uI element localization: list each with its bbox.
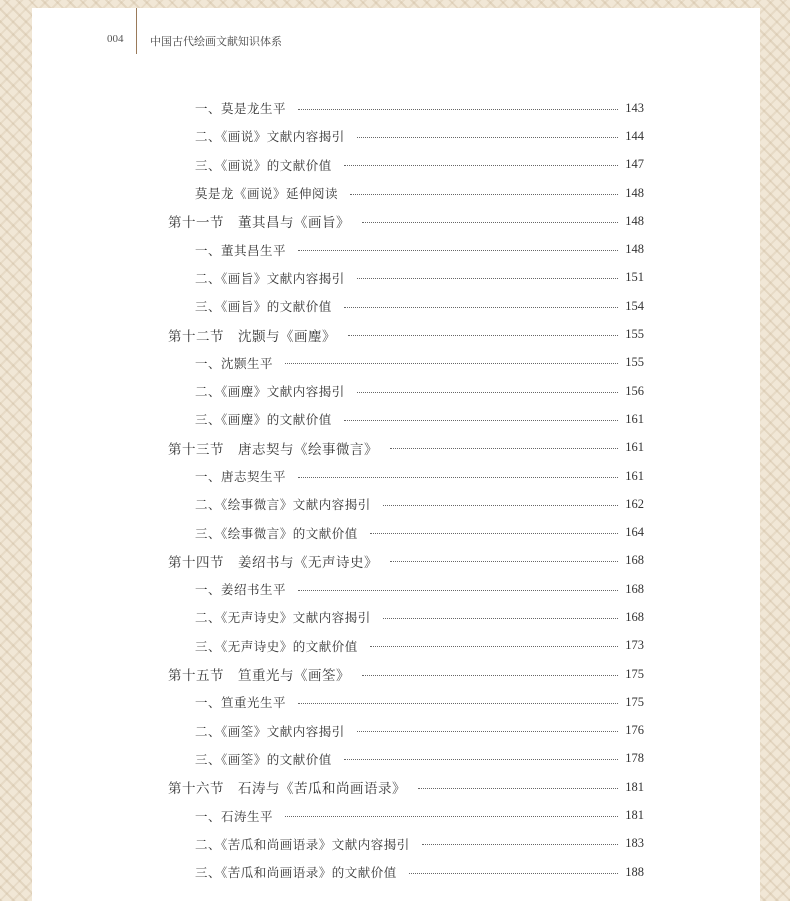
toc-entry-page-number: 183 (625, 836, 644, 851)
toc-subsection-entry[interactable] (168, 151, 644, 179)
toc-entry-page-number: 155 (625, 327, 644, 342)
toc-entry-title: 二、《画麈》文献内容揭引 (195, 384, 345, 400)
toc-entry-page-number: 181 (625, 808, 644, 823)
toc-subsection-entry[interactable] (168, 122, 644, 150)
toc-entry-title: 二、《绘事微言》文献内容揭引 (195, 497, 371, 513)
toc-entry-title: 三、《画麈》的文献价值 (195, 412, 332, 428)
toc-entry-page-number: 168 (625, 581, 644, 596)
toc-subsection-entry[interactable] (168, 858, 644, 886)
toc-subsection-entry[interactable] (168, 179, 644, 207)
toc-subsection-entry[interactable] (168, 717, 644, 745)
dot-leader (409, 873, 618, 874)
toc-entry-page-number: 161 (625, 468, 644, 483)
toc-entry-title: 一、莫是龙生平 (195, 101, 287, 117)
toc-subsection-entry[interactable] (168, 94, 644, 122)
dot-leader (348, 335, 618, 336)
toc-entry-page-number: 175 (625, 666, 644, 681)
toc-entry-title: 第十二节 沈颢与《画麈》 (168, 328, 336, 345)
toc-section-entry[interactable] (168, 434, 644, 462)
toc-entry-title: 第十三节 唐志契与《绘事微言》 (168, 441, 378, 458)
toc-entry-page-number: 161 (625, 440, 644, 455)
header-divider (136, 8, 137, 54)
dot-leader (298, 477, 618, 478)
book-page (32, 8, 760, 901)
dot-leader (370, 646, 618, 647)
dot-leader (344, 307, 618, 308)
toc-entry-page-number: 176 (625, 723, 644, 738)
toc-entry-page-number: 168 (625, 553, 644, 568)
toc-entry-page-number: 154 (625, 298, 644, 313)
toc-entry-page-number: 151 (625, 270, 644, 285)
toc-entry-title: 一、唐志契生平 (195, 469, 287, 484)
toc-entry-title: 第十四节 姜绍书与《无声诗史》 (168, 554, 378, 571)
toc-entry-title: 三、《苦瓜和尚画语录》的文献价值 (195, 865, 397, 881)
toc-section-entry[interactable] (168, 320, 644, 348)
toc-section-entry[interactable] (168, 660, 644, 688)
dot-leader (362, 675, 618, 676)
toc-entry-title: 二、《画旨》文献内容揭引 (195, 270, 345, 286)
toc-subsection-entry[interactable] (168, 405, 644, 433)
table-of-contents (168, 94, 644, 886)
toc-subsection-entry[interactable] (168, 688, 644, 716)
dot-leader (344, 165, 618, 166)
toc-entry-title: 一、沈颢生平 (195, 355, 274, 371)
toc-entry-title: 第十五节 笪重光与《画筌》 (168, 668, 350, 685)
toc-subsection-entry[interactable] (168, 264, 644, 292)
toc-entry-page-number: 148 (625, 242, 644, 257)
toc-entry-page-number: 148 (625, 213, 644, 228)
toc-entry-page-number: 168 (625, 609, 644, 624)
toc-entry-page-number: 148 (625, 185, 644, 200)
toc-entry-title: 第十一节 董其昌与《画旨》 (168, 215, 350, 232)
toc-entry-page-number: 181 (625, 779, 644, 794)
toc-section-entry[interactable] (168, 207, 644, 235)
toc-entry-title: 三、《画旨》的文献价值 (195, 299, 332, 315)
toc-subsection-entry[interactable] (168, 292, 644, 320)
toc-entry-page-number: 178 (625, 751, 644, 766)
toc-entry-page-number: 164 (625, 525, 644, 540)
toc-entry-page-number: 155 (625, 355, 644, 370)
toc-entry-page-number: 156 (625, 383, 644, 398)
dot-leader (298, 590, 618, 591)
toc-entry-title: 三、《画筌》的文献价值 (195, 751, 332, 767)
toc-subsection-entry[interactable] (168, 462, 644, 490)
toc-entry-title: 一、董其昌生平 (195, 242, 287, 258)
dot-leader (285, 816, 618, 817)
dot-leader (357, 731, 618, 732)
dot-leader (357, 278, 618, 279)
page-number: 004 (107, 33, 124, 45)
dot-leader (383, 618, 618, 619)
toc-subsection-entry[interactable] (168, 575, 644, 603)
toc-subsection-entry[interactable] (168, 801, 644, 829)
toc-subsection-entry[interactable] (168, 518, 644, 546)
dot-leader (418, 788, 618, 789)
dot-leader (350, 194, 618, 195)
toc-subsection-entry[interactable] (168, 830, 644, 858)
toc-subsection-entry[interactable] (168, 745, 644, 773)
dot-leader (383, 505, 618, 506)
toc-subsection-entry[interactable] (168, 603, 644, 631)
running-book-title: 中国古代绘画文献知识体系 (150, 35, 282, 48)
toc-entry-page-number: 144 (625, 128, 644, 143)
toc-entry-title: 第十六节 石涛与《苦瓜和尚画语录》 (168, 781, 406, 798)
toc-entry-title: 三、《画说》的文献价值 (195, 157, 332, 173)
toc-entry-title: 二、《画说》文献内容揭引 (195, 129, 345, 145)
toc-entry-page-number: 162 (625, 496, 644, 511)
toc-entry-page-number: 161 (625, 411, 644, 426)
toc-entry-title: 一、姜绍书生平 (195, 582, 287, 598)
toc-entry-title: 三、《无声诗史》的文献价值 (195, 638, 358, 654)
dot-leader (357, 137, 618, 138)
dot-leader (298, 109, 618, 110)
toc-section-entry[interactable] (168, 547, 644, 575)
toc-subsection-entry[interactable] (168, 235, 644, 263)
toc-subsection-entry[interactable] (168, 632, 644, 660)
toc-entry-title: 二、《画筌》文献内容揭引 (195, 723, 345, 739)
toc-entry-page-number: 188 (625, 864, 644, 879)
dot-leader (390, 561, 618, 562)
dot-leader (422, 844, 618, 845)
dot-leader (344, 420, 618, 421)
toc-entry-title: 二、《苦瓜和尚画语录》文献内容揭引 (195, 836, 410, 852)
toc-entry-page-number: 175 (625, 694, 644, 709)
dot-leader (357, 392, 618, 393)
toc-subsection-entry[interactable] (168, 349, 644, 377)
toc-entry-title: 一、石涛生平 (195, 808, 274, 824)
dot-leader (390, 448, 618, 449)
toc-subsection-entry[interactable] (168, 377, 644, 405)
toc-entry-title: 莫是龙《画说》延伸阅读 (195, 186, 339, 202)
dot-leader (285, 363, 618, 364)
dot-leader (298, 703, 618, 704)
toc-entry-page-number: 173 (625, 638, 644, 653)
dot-leader (298, 250, 618, 251)
page-header (32, 8, 760, 56)
toc-section-entry[interactable] (168, 773, 644, 801)
toc-entry-title: 二、《无声诗史》文献内容揭引 (195, 610, 371, 626)
toc-subsection-entry[interactable] (168, 490, 644, 518)
toc-entry-page-number: 147 (625, 157, 644, 172)
dot-leader (344, 759, 618, 760)
dot-leader (362, 222, 618, 223)
toc-entry-title: 三、《绘事微言》的文献价值 (195, 525, 358, 541)
dot-leader (370, 533, 618, 534)
toc-entry-page-number: 143 (625, 100, 644, 115)
toc-entry-title: 一、笪重光生平 (195, 695, 287, 711)
